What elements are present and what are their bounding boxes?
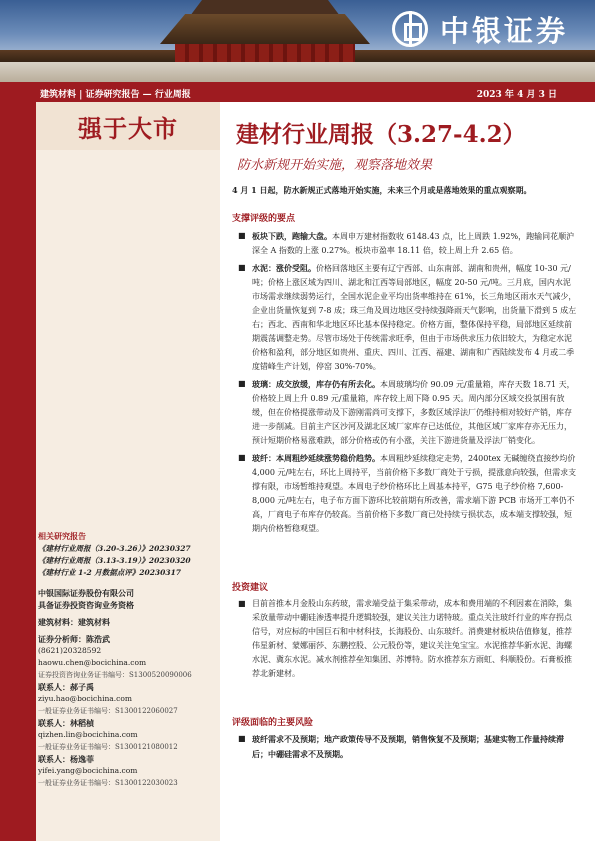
company-info	[38, 587, 218, 789]
report-date: 2023 年 4 月 3 日	[476, 90, 557, 100]
report-title: 建材行业周报（3.27-4.2）	[236, 121, 526, 148]
rating-box	[36, 102, 220, 150]
contact-email[interactable]: ziyu.hao@bocichina.com	[38, 694, 132, 703]
related-research-title: 相关研究报告	[38, 531, 86, 541]
contact-entry: 联系人：杨逸菲 yifei.yang@bocichina.com 一般证券业务证书编号：S1300122030023	[38, 753, 218, 789]
report-intro: 4 月 1 日起，防水新规正式落地开始实施，未来三个月或是落地效果的重点观察期。	[232, 185, 532, 195]
company-qualification: 具备证券投资咨询业务资格	[38, 600, 134, 610]
contact-entry: 联系人：林稻楨 qizhen.lin@bocichina.com 一般证券业务证书编号：S1300121080012	[38, 717, 218, 753]
report-subtitle: 防水新规开始实施，观察落地效果	[237, 158, 433, 173]
bullet-icon: ■	[238, 734, 246, 743]
risk-list	[238, 732, 578, 765]
contact-entry: 联系人：郝子禹 ziyu.hao@bocichina.com 一般证券业务证书编号：S1300122060027	[38, 681, 218, 717]
sector-label: 建筑材料：建筑材料	[38, 617, 110, 627]
left-accent-bar	[0, 102, 36, 841]
category-bar	[0, 82, 595, 102]
list-item: ■ 水泥：涨价受阻。价格回落地区主要有辽宁西部、山东南部、湖南和贵州，幅度 10-30 元/吨；价格上涨区域为四川、湖北和江西等局部地区，幅度 20-50 元/吨。三月底，国内水泥市场需求继续弱势运行，全国水泥企业平均出货率维持在 61%，长三角地区雨水天气减少，企业出货量恢复到 7-8 成；珠三角及周边地区受持续强降雨天气影响，出货量下滑到 5 成左右；西北、西南和华北地区环比基本保持稳定。价格方面，整体保持平稳，局部地区延续前期震荡调整走势。尽管市场处于传统需求旺季，但由于市场供求压力依旧较大，为稳定水泥价格和盈利，部分地区如贵州、重庆、四川、江西、福建、湖南和广西陆续发布 4 月或二季度错峰生产计划，停窑 30%-70%。	[238, 263, 577, 371]
list-item: ■ 板块下跌，跑输大盘。本周申万建材指数收 6148.43 点，比上周跌 1.92%，跑输同花顺沪深全 A 指数的上涨 0.27%。板块市盈率 18.11 倍，较上周上升 2.65 倍。	[238, 231, 575, 255]
investment-list	[238, 597, 578, 684]
company-name: 中银国际证券股份有限公司	[38, 588, 134, 598]
bullet-icon: ■	[238, 453, 246, 462]
brand-name: 中银证券	[440, 13, 569, 48]
section-title-risk: 评级面临的主要风险	[232, 718, 314, 728]
contact-name: 林稻楨	[70, 718, 94, 728]
list-item: ■ 玻纤：本周粗纱延续涨势稳价趋势。本周粗纱延续稳定走势，2400tex 无碱缠绕直接纱均价 4,000 元/吨左右，环比上周持平，当前价格下多数厂商处于亏损，提涨意向较强，但需求支撑有限，市场暂维持观望。本周电子纱价格环比上周基本持平，G75 电子纱价格 7,600-8,000 元/吨左右，电子布方面下游环比较前期有所改善，需求端下游 PCB 市场开工率仍不高，厂商电子布库存仍较高。当前价格下多数厂商已处持续亏损状态，成本端支撑较强，短期内价格暂稳观望。	[238, 453, 577, 533]
list-item: ■ 玻璃：成交放缓，库存仍有所去化。本周玻璃均价 90.09 元/重量箱，库存天数 18.71 天，价格较上周上升 0.89 元/重量箱，库存较上周下降 0.95 天。周内部分区域交投氛围有放缓，但在价格提涨带动及下游刚需尚可支撑下，多数区域浮法厂仍维持相对较好产销，库存进一步削减。目前主产区沙河及湖北区域厂家库存已达低位，其他区域厂家库存亦无压力，预计短期价格易涨难跌，部分价格或仍有小涨，关注下游进货量及浮法厂销变化。	[238, 379, 575, 445]
related-report-link[interactable]: 《建材行业周报（3.13-3.19）》20230320	[38, 556, 191, 565]
bullet-icon: ■	[238, 379, 246, 388]
analyst-cert: 证券投资咨询业务证书编号：S1300520090006	[38, 671, 192, 679]
analyst-email[interactable]: haowu.chen@bocichina.com	[38, 658, 147, 667]
list-item: ■ 玻纤需求不及预期；地产政策传导不及预期，销售恢复不及预期；基建实物工作量持续滞后；中硼硅需求不及预期。	[238, 734, 564, 759]
rating-label: 强于大市	[78, 113, 178, 143]
brand-logo	[392, 8, 582, 50]
analyst-name: 陈浩武	[86, 634, 110, 644]
bank-logo-icon	[392, 11, 428, 47]
contact-name: 郝子禹	[70, 682, 94, 692]
contact-email[interactable]: yifei.yang@bocichina.com	[38, 766, 138, 775]
related-report-link[interactable]: 《建材行业 1-2 月数据点评》20230317	[38, 568, 182, 577]
bullet-icon: ■	[238, 263, 246, 272]
section-title-key-points: 支撑评级的要点	[232, 214, 296, 224]
contact-cert: 一般证券业务证书编号：S1300122030023	[38, 779, 178, 787]
bullet-icon: ■	[238, 231, 246, 240]
contact-email[interactable]: qizhen.lin@bocichina.com	[38, 730, 138, 739]
list-item: ■ 目前首推本月金股山东药玻，需求端受益于集采带动，成本和费用端的不利因素在消除，集采放量带动中硼硅渗透率提升逻辑较强，建议关注力诺特玻。重点关注玻纤行业的库存拐点信号，对应标的中国巨石和中材科技，长海股份、山东玻纤。消费建材板块估值修复，推荐伟星新材、蒙娜丽莎、东鹏控股、公元股份等，建议关注兔宝宝。水泥推荐华新水泥、海螺水泥、冀东水泥。减水剂推荐垒知集团、苏博特。防水推荐东方雨虹、科顺股份。石膏板推荐北新建材。	[238, 599, 572, 678]
contact-name: 杨逸菲	[70, 754, 94, 764]
analyst-entry: 证券分析师：陈浩武 (8621)20328592 haowu.chen@bocichina.com 证券投资咨询业务证书编号：S1300520090006	[38, 633, 218, 681]
analyst-phone: (8621)20328592	[38, 646, 102, 655]
related-report-link[interactable]: 《建材行业周报（3.20-3.26）》20230327	[38, 544, 191, 553]
category-label: 建筑材料 | 证券研究报告 — 行业周报	[40, 90, 191, 100]
contact-cert: 一般证券业务证书编号：S1300121080012	[38, 743, 178, 751]
related-research-list	[38, 543, 218, 579]
contact-cert: 一般证券业务证书编号：S1300122060027	[38, 707, 178, 715]
bullet-icon: ■	[238, 599, 246, 608]
section-title-investment: 投资建议	[232, 583, 269, 593]
key-points-list	[238, 229, 578, 539]
header-banner-image	[0, 0, 595, 82]
